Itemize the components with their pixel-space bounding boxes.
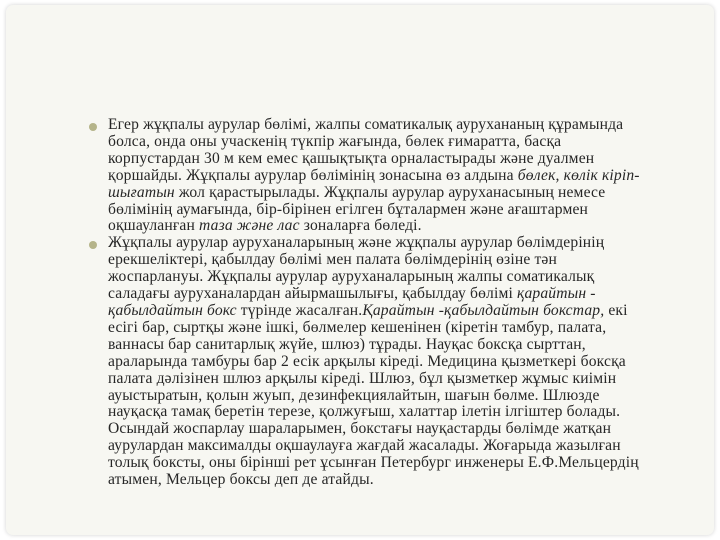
text-run: Осындай жоспарлау шараларымен, бокстағы науқастарды бөлімде жатқан [108, 420, 612, 438]
text-line [108, 421, 683, 438]
text-line [108, 202, 683, 219]
text-line [108, 337, 683, 354]
bullet-icon [89, 241, 97, 249]
text-run: есігі бар, сыртқы және ішкі, бөлмелер кешенінен (кіретін тамбур, палата, [108, 318, 607, 336]
text-run: болса, онда оны учаскенің түкпір жағында, бөлек ғимаратта, басқа [108, 132, 562, 150]
text-line [108, 472, 683, 489]
text-line [108, 320, 683, 337]
italic-run: таза және лас [199, 217, 300, 235]
text-line [108, 388, 683, 405]
text-run: екі [604, 301, 628, 319]
text-run: Егер жұқпалы аурулар бөлімі, жалпы соматикалық аурухананың құрамында [108, 116, 624, 133]
text-run: жол қарастырылады. Жұқпалы аурулар ауруханасының немесе [174, 183, 606, 201]
bullet-text [108, 235, 683, 489]
bullet-item-2 [88, 235, 683, 489]
text-run: бөлімінің аумағында, бір-бірінен егілген бұталармен және ағаштармен [108, 200, 589, 218]
text-run: жоспарлануы. Жұқпалы аурулар ауруханаларының жалпы соматикалық [108, 268, 595, 286]
italic-run: Қарайтын -қабылдайтын бокстар, [362, 301, 605, 319]
bullet-icon [89, 123, 97, 131]
text-run: атымен, Мельцер боксы деп де атайды. [108, 471, 374, 489]
text-run: ерекшеліктері, қабылдау бөлімі мен палата бөлімдерінің өзіне тән [108, 251, 557, 269]
text-run: зоналарға бөледі. [299, 217, 422, 235]
text-line [108, 218, 683, 235]
text-run: корпустардан 30 м кем емес қашықтықта орналастырады және дуалмен [108, 149, 595, 167]
text-line [108, 371, 683, 388]
text-line [108, 134, 683, 151]
text-run: саладағы ауруханалардан айырмашылығы, қабылдау бөлімі [108, 285, 518, 303]
text-line [108, 455, 683, 472]
slide [6, 5, 714, 535]
text-run: ауыстыратын, қолын жуып, дезинфекциялайтын, шағын бөлме. Шлюзде [108, 386, 600, 404]
text-line [108, 286, 683, 303]
text-line [108, 354, 683, 371]
text-line [108, 404, 683, 421]
text-line [108, 303, 683, 320]
text-line [108, 438, 683, 455]
text-run: науқасқа тамақ беретін терезе, қолжуғыш, халаттар ілетін ілгіштер болады. [108, 403, 621, 421]
text-line [108, 185, 683, 202]
text-line [108, 168, 683, 185]
text-run: палата дәлізінен шлюз арқылы кіреді. Шлюз, бұл қызметкер жұмыс киімін [108, 369, 617, 387]
text-run: оқшауланған [108, 217, 200, 235]
italic-run: шығатын [108, 183, 175, 201]
text-line [108, 117, 683, 134]
italic-run: қабылдайтын бокс [108, 301, 237, 319]
text-run: аурулардан максималды оқшаулауға жағдай жасалады. Жоғарыда жазылған [108, 437, 621, 455]
bullet-item-1 [88, 117, 683, 235]
text-line [108, 269, 683, 286]
text-run: Жұқпалы аурулар ауруханаларының және жұқпалы аурулар бөлімдерінің [108, 234, 605, 252]
text-run: толық боксты, оны бірінші рет ұсынған Петербург инженеры Е.Ф.Мельцердің [108, 454, 639, 472]
slide-content [88, 117, 683, 489]
bullet-text [108, 117, 683, 235]
text-run: ваннасы бар санитарлық жүйе, шлюз) тұрады. Науқас боксқа сырттан, [108, 335, 586, 353]
italic-run: бөлек, көлік кіріп- [517, 166, 640, 184]
text-line [108, 151, 683, 168]
text-run: түрінде жасалған. [236, 301, 363, 319]
text-run: араларында тамбуры бар 2 есік арқылы кіреді. Медицина қызметкері боксқа [108, 352, 626, 370]
italic-run: қарайтын - [517, 285, 596, 303]
text-run: қоршайды. Жұқпалы аурулар бөлімінің зонасына өз алдына [108, 166, 518, 184]
text-line [108, 235, 683, 252]
text-line [108, 252, 683, 269]
